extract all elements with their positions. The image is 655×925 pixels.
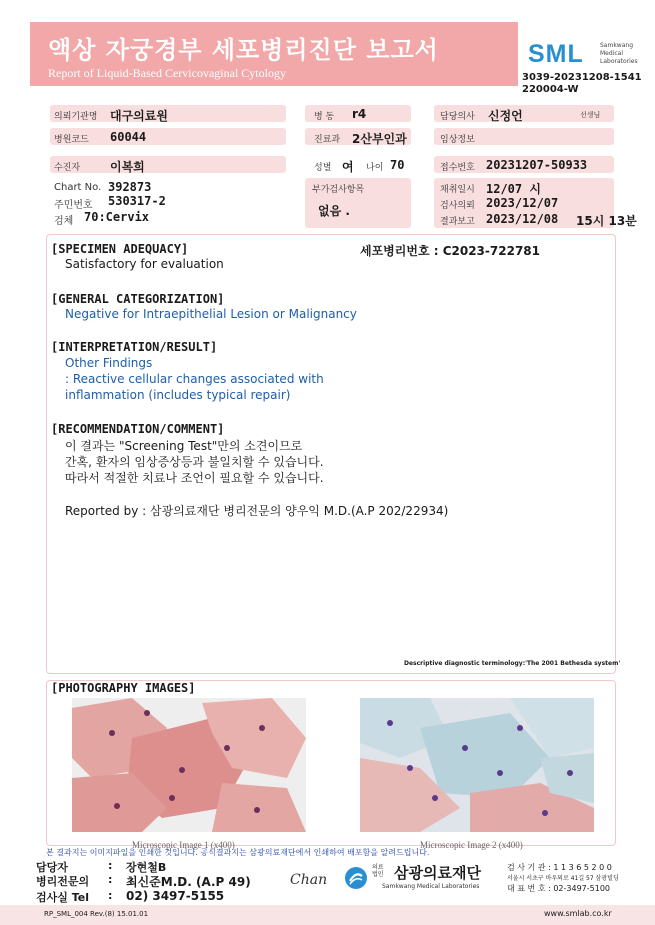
- patient-label: 수진자: [54, 163, 81, 173]
- interpretation-heading: [INTERPRETATION/RESULT]: [51, 340, 218, 354]
- chart-value: 392873: [108, 180, 152, 194]
- form-code: RP_SML_004 Rev.(8) 15.01.01: [44, 910, 149, 918]
- ward-label: 병 동: [314, 112, 335, 122]
- tel-label: 검사실 Tel: [36, 891, 89, 904]
- terminology-note: Descriptive diagnostic terminology:'The 2001 Bethesda system': [404, 660, 621, 667]
- hospital-label: 의뢰기관명: [54, 112, 98, 122]
- age-label: 나이: [366, 163, 384, 173]
- report-subtitle: Report of Liquid-Based Cervicovaginal Cytology: [48, 66, 286, 80]
- colon-2: :: [108, 873, 113, 886]
- report-title: 액상 자궁경부 세포병리진단 보고서: [48, 36, 439, 64]
- receipt-value: 20231207-50933: [486, 158, 588, 172]
- website-link[interactable]: www.smlab.co.kr: [544, 909, 612, 918]
- manager-label: 담당자: [36, 861, 68, 874]
- interpretation-line-3: inflammation (includes typical repair): [65, 388, 291, 402]
- dept-label: 진료과: [314, 135, 341, 145]
- colon-1: :: [108, 859, 113, 872]
- code-label: 병원코드: [54, 135, 89, 145]
- foundation-type: 의료 법인: [372, 864, 384, 878]
- collect-label: 채취일시: [440, 185, 475, 195]
- manager-value: 장현철B: [126, 861, 167, 874]
- sml-logo: SML: [528, 40, 584, 68]
- report-date-value: 2023/12/08: [486, 212, 559, 226]
- sml-logo-caption: Samkwang Medical Laboratories: [600, 42, 638, 65]
- reported-by: Reported by : 삼광의료재단 병리전문의 양우익 M.D.(A.P 202/22934): [65, 504, 449, 518]
- interpretation-line-2: : Reactive cellular changes associated with: [65, 372, 324, 386]
- sex-label: 성별: [314, 163, 332, 173]
- pathologist-value: 최신준M.D. (A.P 49): [126, 875, 251, 889]
- adequacy-heading: [SPECIMEN ADEQUACY]: [51, 242, 189, 256]
- general-heading: [GENERAL CATEGORIZATION]: [51, 292, 225, 306]
- recommendation-heading: [RECOMMENDATION/COMMENT]: [51, 422, 225, 436]
- recommendation-line-2: 간혹, 환자의 임상증상등과 불일치할 수 있습니다.: [65, 455, 324, 469]
- foundation-name-en: Samkwang Medical Laboratories: [382, 883, 480, 890]
- dept-value: 2산부인과: [352, 132, 407, 146]
- request-label: 검사의뢰: [440, 201, 475, 211]
- document-number: 3039-20231208-1541 220004-W: [522, 72, 642, 95]
- hospital-value: 대구의료원: [110, 109, 168, 123]
- receipt-label: 접수번호: [440, 163, 475, 173]
- doctor-value: 신정언: [488, 109, 523, 123]
- image-1-caption: Microscopic Image 1 (x400): [132, 840, 235, 850]
- report-date-label: 결과보고: [440, 217, 475, 227]
- recommendation-line-1: 이 결과는 "Screening Test"만의 소견이므로: [65, 439, 303, 453]
- photo-heading: [PHOTOGRAPHY IMAGES]: [51, 681, 196, 695]
- signature: Chan: [290, 872, 328, 888]
- doctor-label: 담당의사: [440, 112, 475, 122]
- specimen-value: 70:Cervix: [84, 210, 150, 224]
- recommendation-line-3: 따라서 적절한 치료나 조언이 필요할 수 있습니다.: [65, 471, 324, 485]
- clinical-label: 임상정보: [440, 135, 475, 145]
- interpretation-line-1: Other Findings: [65, 356, 153, 370]
- ward-value: r4: [352, 107, 367, 121]
- cytology-number: 세포병리번호 : C2023-722781: [360, 244, 540, 258]
- sex-value: 여: [342, 160, 354, 174]
- adequacy-text: Satisfactory for evaluation: [65, 257, 224, 271]
- microscopic-image-2: [360, 698, 594, 832]
- collect-value: 12/07 시: [486, 182, 541, 196]
- chart-label: Chart No.: [54, 182, 102, 193]
- lab-address: 서울시 서초구 바우뫼로 41길 57 삼광빌딩: [507, 875, 619, 882]
- report-time-value: 15시 13분: [576, 214, 637, 228]
- age-value: 70: [390, 158, 405, 172]
- specimen-label: 검체: [54, 216, 74, 227]
- doctor-suffix: 선생님: [580, 111, 601, 119]
- colon-3: :: [108, 889, 113, 902]
- request-value: 2023/12/07: [486, 196, 559, 210]
- patient-row: [50, 156, 286, 173]
- foundation-logo-icon: [344, 866, 368, 890]
- code-value: 60044: [110, 130, 147, 144]
- print-notice: 본 결과지는 이미지파일을 인쇄한 것입니다. 공식결과지는 삼광의료재단에서 인쇄하여 배포함을 알려드립니다.: [46, 848, 430, 857]
- patient-value: 이복희: [110, 160, 145, 174]
- microscopic-image-1: [72, 698, 306, 832]
- lab-id: 검 사 기 관 : 1 1 3 6 5 2 0 0: [507, 863, 612, 872]
- resident-value: 530317-2: [108, 194, 166, 208]
- extra-test-value: 없음 .: [318, 204, 350, 218]
- pathologist-label: 병리전문의: [36, 875, 90, 888]
- lab-phone: 대 표 번 호 : 02-3497-5100: [507, 884, 610, 893]
- image-2-caption: Microscopic Image 2 (x400): [420, 840, 523, 850]
- general-text: Negative for Intraepithelial Lesion or Malignancy: [65, 307, 357, 321]
- foundation-name: 삼광의료재단: [394, 864, 481, 882]
- tel-value: 02) 3497-5155: [126, 889, 225, 903]
- resident-label: 주민번호: [54, 200, 93, 211]
- extra-test-label: 부가검사항목: [312, 185, 365, 195]
